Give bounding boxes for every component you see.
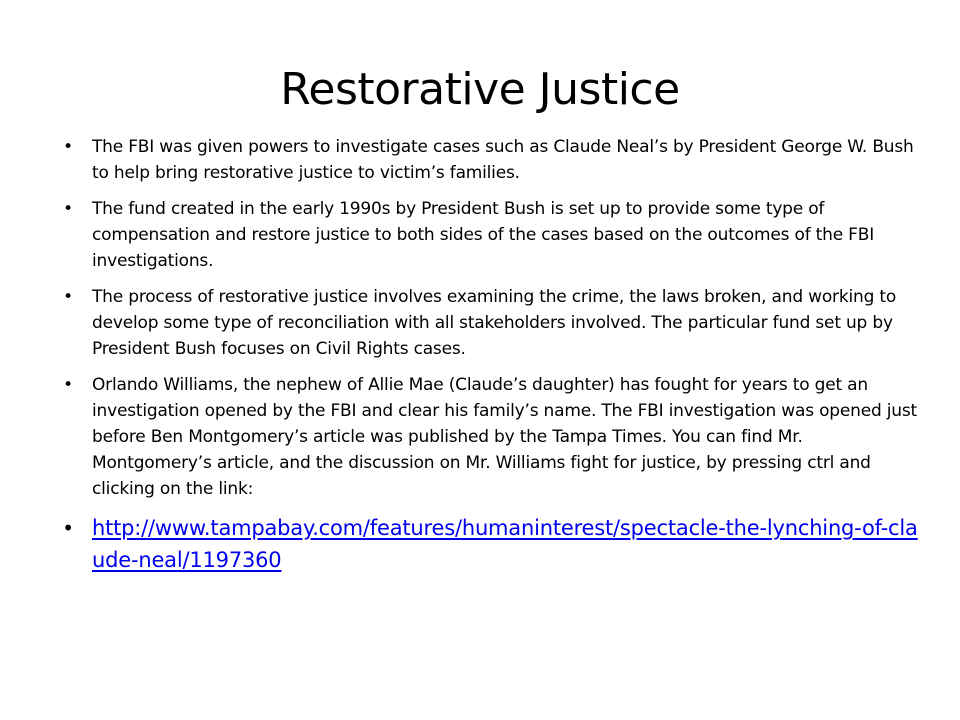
bullet-text: The fund created in the early 1990s by President Bush is set up to provide some type of compensation and restore justice to both sides of the cases based on the outcomes of the FBI investigations.	[92, 199, 875, 271]
bullet-dot-icon: •	[63, 199, 73, 219]
bullet-dot-icon: •	[63, 375, 73, 395]
slide-title: Restorative Justice	[280, 64, 680, 115]
bullet-text: The process of restorative justice involves examining the crime, the laws broken, and working to develop some type of reconciliation with all stakeholders involved. The particular fund set up by President Bush focuses on Civil Rights cases.	[92, 287, 897, 359]
bullet-item-link	[62, 512, 922, 576]
bullet-dot-icon: •	[63, 287, 73, 307]
bullet-dot-icon: •	[63, 137, 73, 157]
bullet-item	[62, 196, 922, 274]
bullet-item	[62, 372, 922, 502]
bullet-dot-icon: •	[62, 516, 74, 540]
bullet-list	[62, 134, 922, 586]
bullet-text: The FBI was given powers to investigate cases such as Claude Neal’s by President George W. Bush to help bring restorative justice to victim’s families.	[92, 137, 914, 183]
article-link[interactable]: http://www.tampabay.com/features/humaninterest/spectacle-the-lynching-of-claude-neal/1197360	[92, 516, 918, 572]
bullet-item	[62, 134, 922, 186]
bullet-item	[62, 284, 922, 362]
bullet-text: Orlando Williams, the nephew of Allie Mae (Claude’s daughter) has fought for years to get an investigation opened by the FBI and clear his family’s name. The FBI investigation was opened just before Ben Montgomery’s article was published by the Tampa Times. You can find Mr. Montgomery’s article, and the discussion on Mr. Williams fight for justice, by pressing ctrl and clicking on the link:	[92, 375, 917, 499]
